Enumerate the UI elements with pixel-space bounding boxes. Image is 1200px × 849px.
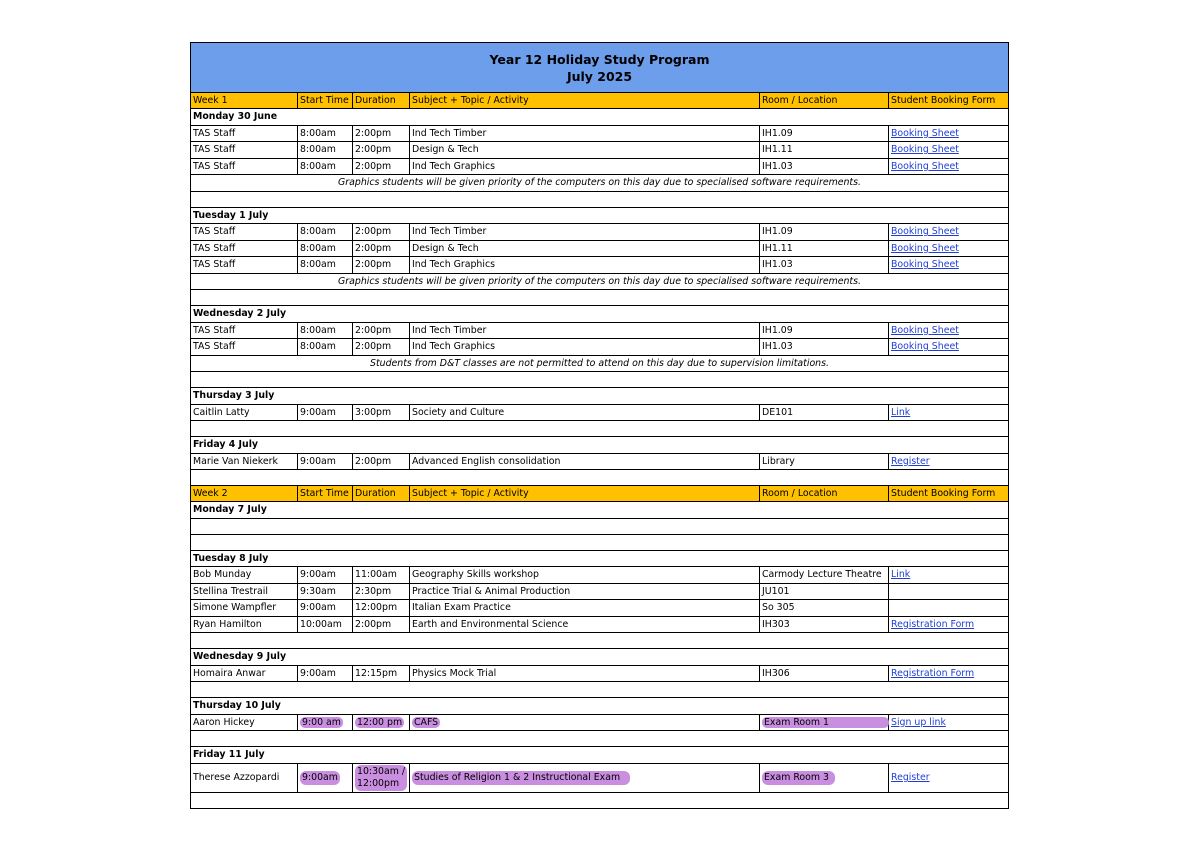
room-cell: JU101 bbox=[760, 583, 889, 600]
room-cell: IH1.11 bbox=[760, 142, 889, 159]
form-cell bbox=[889, 224, 1009, 241]
booking-link[interactable]: Booking Sheet bbox=[891, 226, 959, 238]
duration-cell: 2:00pm bbox=[353, 453, 410, 470]
day-heading: Monday 30 June bbox=[191, 109, 1009, 126]
form-cell bbox=[889, 404, 1009, 421]
day-heading: Thursday 3 July bbox=[191, 388, 1009, 405]
table-row bbox=[191, 600, 1009, 617]
booking-link[interactable]: Register bbox=[891, 455, 930, 467]
room-cell: Carmody Lecture Theatre bbox=[760, 567, 889, 584]
blank-row bbox=[191, 633, 1009, 649]
table-row bbox=[191, 339, 1009, 356]
form-cell bbox=[889, 158, 1009, 175]
staff-cell: TAS Staff bbox=[191, 257, 298, 274]
start-cell: 8:00am bbox=[298, 339, 353, 356]
blank-row bbox=[191, 290, 1009, 306]
duration-cell: 2:00pm bbox=[353, 240, 410, 257]
day-heading: Tuesday 1 July bbox=[191, 207, 1009, 224]
duration-cell: 2:00pm bbox=[353, 125, 410, 142]
form-cell bbox=[889, 240, 1009, 257]
booking-link[interactable]: Booking Sheet bbox=[891, 144, 959, 156]
form-cell bbox=[889, 583, 1009, 600]
duration-cell: 12:00pm bbox=[353, 600, 410, 617]
start-cell: 9:00am bbox=[298, 404, 353, 421]
staff-cell: Stellina Trestrail bbox=[191, 583, 298, 600]
start-highlight: 9:00 am bbox=[302, 716, 341, 728]
week2-header-row bbox=[191, 486, 1009, 502]
duration-cell bbox=[353, 763, 410, 792]
staff-cell: Bob Munday bbox=[191, 567, 298, 584]
room-cell: IH1.09 bbox=[760, 322, 889, 339]
col-duration-header: Duration bbox=[353, 486, 410, 502]
booking-link[interactable]: Link bbox=[891, 406, 911, 418]
duration-line1: 10:30am / bbox=[357, 765, 406, 777]
col-subject-header: Subject + Topic / Activity bbox=[410, 486, 760, 502]
blank-row bbox=[191, 421, 1009, 437]
duration-cell: 2:00pm bbox=[353, 339, 410, 356]
form-cell bbox=[889, 616, 1009, 633]
staff-cell: TAS Staff bbox=[191, 125, 298, 142]
col-start-header: Start Time bbox=[298, 486, 353, 502]
duration-cell: 2:00pm bbox=[353, 142, 410, 159]
subject-cell bbox=[410, 714, 760, 731]
day-heading: Friday 11 July bbox=[191, 747, 1009, 764]
staff-cell: TAS Staff bbox=[191, 339, 298, 356]
start-cell: 8:00am bbox=[298, 142, 353, 159]
duration-cell: 2:00pm bbox=[353, 616, 410, 633]
booking-link[interactable]: Booking Sheet bbox=[891, 324, 959, 336]
start-highlight: 9:00am bbox=[302, 771, 338, 783]
staff-cell: Aaron Hickey bbox=[191, 714, 298, 731]
form-cell bbox=[889, 257, 1009, 274]
note-text: Students from D&T classes are not permitted to attend on this day due to supervision limitations. bbox=[191, 355, 1009, 372]
title-line1: Year 12 Holiday Study Program bbox=[489, 51, 710, 67]
blank-row bbox=[191, 191, 1009, 207]
booking-link[interactable]: Booking Sheet bbox=[891, 160, 959, 172]
subject-cell: Ind Tech Graphics bbox=[410, 339, 760, 356]
blank-row bbox=[191, 792, 1009, 808]
col-subject-header: Subject + Topic / Activity bbox=[410, 93, 760, 109]
duration-highlight: 12:00 pm bbox=[357, 716, 403, 728]
staff-cell: TAS Staff bbox=[191, 322, 298, 339]
room-cell: IH1.11 bbox=[760, 240, 889, 257]
subject-cell: Earth and Environmental Science bbox=[410, 616, 760, 633]
table-row bbox=[191, 714, 1009, 731]
table-row bbox=[191, 583, 1009, 600]
form-cell bbox=[889, 714, 1009, 731]
register-link[interactable]: Register bbox=[891, 772, 930, 783]
table-row bbox=[191, 763, 1009, 792]
room-cell: So 305 bbox=[760, 600, 889, 617]
room-cell: IH306 bbox=[760, 665, 889, 682]
booking-link[interactable]: Booking Sheet bbox=[891, 127, 959, 139]
table-row bbox=[191, 257, 1009, 274]
table-row bbox=[191, 240, 1009, 257]
week1-header-row bbox=[191, 93, 1009, 109]
room-cell bbox=[760, 714, 889, 731]
start-cell bbox=[298, 714, 353, 731]
room-highlight: Exam Room 3 bbox=[762, 771, 835, 785]
title-line2: July 2025 bbox=[566, 68, 633, 84]
col-start-header: Start Time bbox=[298, 93, 353, 109]
room-cell: IH1.03 bbox=[760, 257, 889, 274]
staff-cell: TAS Staff bbox=[191, 142, 298, 159]
room-cell: Library bbox=[760, 453, 889, 470]
duration-highlight bbox=[355, 765, 407, 791]
col-duration-header: Duration bbox=[353, 93, 410, 109]
table-row bbox=[191, 665, 1009, 682]
staff-cell: Caitlin Latty bbox=[191, 404, 298, 421]
table-row bbox=[191, 453, 1009, 470]
duration-cell: 2:00pm bbox=[353, 322, 410, 339]
week-label: Week 1 bbox=[191, 93, 298, 109]
start-cell: 8:00am bbox=[298, 240, 353, 257]
form-cell bbox=[889, 125, 1009, 142]
subject-cell: Geography Skills workshop bbox=[410, 567, 760, 584]
table-row bbox=[191, 158, 1009, 175]
note-text: Graphics students will be given priority of the computers on this day due to specialised software requirements. bbox=[191, 273, 1009, 290]
subject-highlight: CAFS bbox=[414, 716, 439, 728]
subject-cell: Ind Tech Timber bbox=[410, 322, 760, 339]
duration-cell: 3:00pm bbox=[353, 404, 410, 421]
day-heading: Wednesday 9 July bbox=[191, 649, 1009, 666]
room-cell: DE101 bbox=[760, 404, 889, 421]
duration-cell: 2:30pm bbox=[353, 583, 410, 600]
form-cell bbox=[889, 322, 1009, 339]
staff-cell: TAS Staff bbox=[191, 240, 298, 257]
subject-highlight: Studies of Religion 1 & 2 Instructional Exam bbox=[412, 771, 630, 785]
subject-cell: Ind Tech Graphics bbox=[410, 158, 760, 175]
room-cell: IH1.09 bbox=[760, 125, 889, 142]
schedule-table bbox=[190, 42, 1009, 809]
start-cell bbox=[298, 763, 353, 792]
note-text: Graphics students will be given priority of the computers on this day due to specialised software requirements. bbox=[191, 175, 1009, 192]
table-row bbox=[191, 322, 1009, 339]
table-row bbox=[191, 224, 1009, 241]
col-form-header: Student Booking Form bbox=[889, 486, 1009, 502]
day-heading: Friday 4 July bbox=[191, 437, 1009, 454]
table-row bbox=[191, 616, 1009, 633]
subject-cell: Ind Tech Graphics bbox=[410, 257, 760, 274]
blank-row bbox=[191, 372, 1009, 388]
room-cell: IH1.09 bbox=[760, 224, 889, 241]
booking-link[interactable]: Booking Sheet bbox=[891, 341, 959, 353]
subject-cell: Design & Tech bbox=[410, 240, 760, 257]
form-cell bbox=[889, 600, 1009, 617]
blank-row bbox=[191, 470, 1009, 486]
table-row bbox=[191, 567, 1009, 584]
staff-cell: Therese Azzopardi bbox=[191, 763, 298, 792]
schedule-sheet bbox=[190, 42, 1008, 809]
form-cell bbox=[889, 567, 1009, 584]
day-heading: Tuesday 8 July bbox=[191, 550, 1009, 567]
registration-link[interactable]: Registration Form bbox=[891, 667, 975, 679]
registration-link[interactable]: Registration Form bbox=[891, 618, 975, 630]
form-cell bbox=[889, 142, 1009, 159]
title-cell bbox=[191, 43, 1009, 93]
form-cell bbox=[889, 665, 1009, 682]
start-cell: 8:00am bbox=[298, 257, 353, 274]
form-cell bbox=[889, 339, 1009, 356]
day-heading: Monday 7 July bbox=[191, 502, 1009, 519]
start-cell: 8:00am bbox=[298, 125, 353, 142]
start-cell: 8:00am bbox=[298, 158, 353, 175]
staff-cell: TAS Staff bbox=[191, 158, 298, 175]
start-cell: 9:30am bbox=[298, 583, 353, 600]
subject-cell: Practice Trial & Animal Production bbox=[410, 583, 760, 600]
signup-link[interactable]: Sign up link bbox=[891, 716, 946, 728]
booking-link[interactable]: Booking Sheet bbox=[891, 242, 959, 254]
subject-cell: Ind Tech Timber bbox=[410, 224, 760, 241]
start-cell: 10:00am bbox=[298, 616, 353, 633]
duration-cell: 2:00pm bbox=[353, 224, 410, 241]
table-row bbox=[191, 125, 1009, 142]
col-form-header: Student Booking Form bbox=[889, 93, 1009, 109]
staff-cell: Marie Van Niekerk bbox=[191, 453, 298, 470]
staff-cell: Simone Wampfler bbox=[191, 600, 298, 617]
subject-cell bbox=[410, 763, 760, 792]
blank-row bbox=[191, 518, 1009, 534]
subject-cell: Advanced English consolidation bbox=[410, 453, 760, 470]
subject-cell: Physics Mock Trial bbox=[410, 665, 760, 682]
start-cell: 8:00am bbox=[298, 322, 353, 339]
form-cell bbox=[889, 763, 1009, 792]
blank-row bbox=[191, 682, 1009, 698]
subject-cell: Design & Tech bbox=[410, 142, 760, 159]
day-heading: Thursday 10 July bbox=[191, 698, 1009, 715]
duration-cell bbox=[353, 714, 410, 731]
staff-cell: TAS Staff bbox=[191, 224, 298, 241]
duration-cell: 12:15pm bbox=[353, 665, 410, 682]
room-cell: IH303 bbox=[760, 616, 889, 633]
room-highlight: Exam Room 1 bbox=[762, 717, 889, 728]
duration-line2: 12:00pm bbox=[357, 777, 400, 789]
subject-cell: Society and Culture bbox=[410, 404, 760, 421]
start-cell: 8:00am bbox=[298, 224, 353, 241]
duration-cell: 11:00am bbox=[353, 567, 410, 584]
start-cell: 9:00am bbox=[298, 665, 353, 682]
blank-row bbox=[191, 731, 1009, 747]
start-cell: 9:00am bbox=[298, 567, 353, 584]
booking-link[interactable]: Booking Sheet bbox=[891, 259, 959, 271]
day-heading: Wednesday 2 July bbox=[191, 306, 1009, 323]
staff-cell: Homaira Anwar bbox=[191, 665, 298, 682]
subject-cell: Ind Tech Timber bbox=[410, 125, 760, 142]
start-cell: 9:00am bbox=[298, 453, 353, 470]
col-room-header: Room / Location bbox=[760, 93, 889, 109]
booking-link[interactable]: Link bbox=[891, 569, 911, 581]
duration-cell: 2:00pm bbox=[353, 257, 410, 274]
form-cell bbox=[889, 453, 1009, 470]
duration-cell: 2:00pm bbox=[353, 158, 410, 175]
table-row bbox=[191, 404, 1009, 421]
table-row bbox=[191, 142, 1009, 159]
room-cell bbox=[760, 763, 889, 792]
title-row bbox=[191, 43, 1009, 93]
subject-cell: Italian Exam Practice bbox=[410, 600, 760, 617]
blank-row bbox=[191, 534, 1009, 550]
staff-cell: Ryan Hamilton bbox=[191, 616, 298, 633]
start-cell: 9:00am bbox=[298, 600, 353, 617]
room-cell: IH1.03 bbox=[760, 158, 889, 175]
col-room-header: Room / Location bbox=[760, 486, 889, 502]
week-label: Week 2 bbox=[191, 486, 298, 502]
room-cell: IH1.03 bbox=[760, 339, 889, 356]
